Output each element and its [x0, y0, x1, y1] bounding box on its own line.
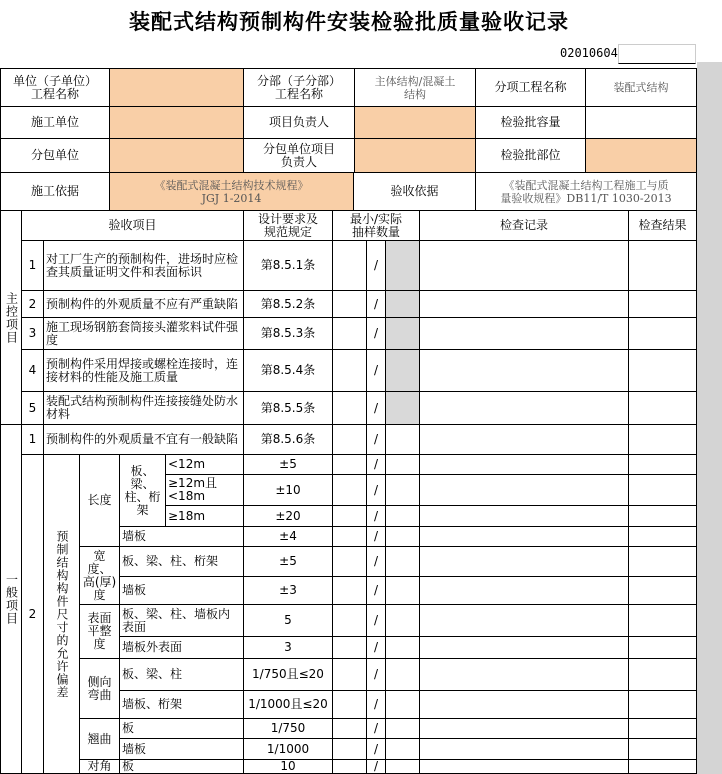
- general-row-record[interactable]: [420, 637, 629, 659]
- general-row-blank: [386, 659, 420, 691]
- general-row-sample: /: [367, 739, 386, 760]
- main-row-no: 4: [22, 350, 44, 392]
- general-row-blank: [386, 455, 420, 475]
- main-row-no: 1: [22, 241, 44, 291]
- general-row-min[interactable]: [333, 605, 367, 637]
- general-row-record[interactable]: [420, 577, 629, 605]
- diag-a: 板: [120, 760, 244, 774]
- general-row-record[interactable]: [420, 506, 629, 527]
- main-row-spec: 第8.5.5条: [244, 392, 333, 425]
- flatness-a: 板、梁、柱、墙板内表面: [120, 605, 244, 637]
- main-row-record[interactable]: [420, 392, 629, 425]
- general-row-blank: [386, 506, 420, 527]
- length-mid: ≥12m且<18m: [166, 475, 244, 506]
- col-record: 检查记录: [420, 211, 629, 241]
- warp-a: 板: [120, 719, 244, 739]
- general-row-blank: [386, 547, 420, 577]
- flatness-b: 墙板外表面: [120, 637, 244, 659]
- sub-pm-field[interactable]: [355, 139, 476, 173]
- tolerance-spec: ±20: [244, 506, 333, 527]
- general-row-sample: /: [367, 719, 386, 739]
- col-sample: 最小/实际 抽样数量: [333, 211, 420, 241]
- main-row-record[interactable]: [420, 241, 629, 291]
- main-row-result[interactable]: [629, 392, 697, 425]
- contractor-label: 施工单位: [0, 107, 110, 139]
- main-row-min[interactable]: [333, 291, 367, 318]
- col-item: 验收项目: [22, 211, 244, 241]
- general-row-record[interactable]: [420, 760, 629, 774]
- general-row-record[interactable]: [420, 527, 629, 547]
- general-row-blank: [386, 425, 420, 455]
- width-beam: 板、梁、柱、桁架: [120, 547, 244, 577]
- main-row-sample: /: [367, 392, 386, 425]
- general-row-min[interactable]: [333, 527, 367, 547]
- general-row1-no: 1: [22, 425, 44, 455]
- general-row-sample: /: [367, 547, 386, 577]
- location-field[interactable]: [586, 139, 697, 173]
- main-row-min[interactable]: [333, 350, 367, 392]
- general-row-sample: /: [367, 577, 386, 605]
- general-row-record[interactable]: [420, 455, 629, 475]
- capacity-field[interactable]: [586, 107, 697, 139]
- general-row-record[interactable]: [420, 739, 629, 760]
- col-design: 设计要求及 规范规定: [244, 211, 333, 241]
- main-row-shade: [386, 291, 420, 318]
- general-row-min[interactable]: [333, 691, 367, 719]
- main-row-min[interactable]: [333, 241, 367, 291]
- general-row-result[interactable]: [629, 455, 697, 475]
- main-row-spec: 第8.5.3条: [244, 318, 333, 350]
- main-row-no: 5: [22, 392, 44, 425]
- main-row-spec: 第8.5.4条: [244, 350, 333, 392]
- tolerance-spec: ±4: [244, 527, 333, 547]
- main-row-result[interactable]: [629, 241, 697, 291]
- general-row2-no: 2: [22, 455, 44, 774]
- general-row-sample: /: [367, 425, 386, 455]
- main-row-min[interactable]: [333, 392, 367, 425]
- general-row-sample: /: [367, 659, 386, 691]
- general-row-record[interactable]: [420, 719, 629, 739]
- general-row-blank: [386, 760, 420, 774]
- main-row-text: 对工厂生产的预制构件，进场时应检查其质量证明文件和表面标识: [44, 241, 244, 291]
- general-row-blank: [386, 637, 420, 659]
- general-row-record[interactable]: [420, 475, 629, 506]
- general-row-blank: [386, 605, 420, 637]
- general-row-result[interactable]: [629, 659, 697, 691]
- main-row-no: 2: [22, 291, 44, 318]
- tolerance-spec: 1/1000: [244, 739, 333, 760]
- general-row-min[interactable]: [333, 659, 367, 691]
- subcontractor-field[interactable]: [110, 139, 244, 173]
- general-row-sample: /: [367, 691, 386, 719]
- subpart-value: 主体结构/混凝土 结构: [355, 69, 476, 107]
- main-row-sample: /: [367, 241, 386, 291]
- main-row-record[interactable]: [420, 318, 629, 350]
- main-row-no: 3: [22, 318, 44, 350]
- tolerance-spec: 10: [244, 760, 333, 774]
- basis-value: 《装配式混凝土结构技术规程》 JGJ 1-2014: [110, 173, 354, 211]
- general-row1-spec: 第8.5.6条: [244, 425, 333, 455]
- main-row-min[interactable]: [333, 318, 367, 350]
- general-row-sample: /: [367, 475, 386, 506]
- main-row-text: 装配式结构预制构件连接接缝处防水材料: [44, 392, 244, 425]
- main-row-shade: [386, 318, 420, 350]
- main-row-sample: /: [367, 291, 386, 318]
- item-label: 分项工程名称: [476, 69, 586, 107]
- unit-label: 单位（子单位） 工程名称: [0, 69, 110, 107]
- tolerance-spec: 1/1000且≤20: [244, 691, 333, 719]
- general-row-blank: [386, 691, 420, 719]
- tolerance-spec: 3: [244, 637, 333, 659]
- length-wall: 墙板: [120, 527, 244, 547]
- general-row1-text: 预制构件的外观质量不宜有一般缺陷: [44, 425, 244, 455]
- record-code: 02010604: [560, 46, 618, 60]
- general-row-record[interactable]: [420, 659, 629, 691]
- general-row-min[interactable]: [333, 425, 367, 455]
- tolerance-spec: ±10: [244, 475, 333, 506]
- main-row-spec: 第8.5.1条: [244, 241, 333, 291]
- general-row-blank: [386, 719, 420, 739]
- main-row-text: 预制构件采用焊接或螺栓连接时，连接材料的性能及施工质量: [44, 350, 244, 392]
- general-row-result[interactable]: [629, 760, 697, 774]
- subpart-label: 分部（子分部） 工程名称: [244, 69, 355, 107]
- length-lt12: <12m: [166, 455, 244, 475]
- general-row-result[interactable]: [629, 605, 697, 637]
- pm-field[interactable]: [355, 107, 476, 139]
- accept-basis-value: 《装配式混凝土结构工程施工与质 量验收规程》DB11/T 1030-2013: [476, 173, 697, 211]
- general-row-record[interactable]: [420, 425, 629, 455]
- tolerance-spec: 5: [244, 605, 333, 637]
- main-row-result[interactable]: [629, 318, 697, 350]
- accept-basis-label: 验收依据: [354, 173, 476, 211]
- general-row-sample: /: [367, 637, 386, 659]
- main-row-result[interactable]: [629, 350, 697, 392]
- tolerance-spec: 1/750且≤20: [244, 659, 333, 691]
- main-row-shade: [386, 392, 420, 425]
- main-row-record[interactable]: [420, 350, 629, 392]
- main-row-spec: 第8.5.2条: [244, 291, 333, 318]
- diag-label: 对角: [80, 760, 120, 774]
- capacity-label: 检验批容量: [476, 107, 586, 139]
- main-row-sample: /: [367, 318, 386, 350]
- general-row-blank: [386, 475, 420, 506]
- general-row-min[interactable]: [333, 739, 367, 760]
- main-row-text: 预制构件的外观质量不应有严重缺陷: [44, 291, 244, 318]
- width-wall: 墙板: [120, 577, 244, 605]
- general-row-min[interactable]: [333, 577, 367, 605]
- tolerance-group-label: 预制结构构件尺寸的允许偏差: [44, 455, 80, 774]
- length-beam-label: 板、梁、柱、桁架: [120, 455, 166, 527]
- length-label: 长度: [80, 455, 120, 547]
- tolerance-spec: ±3: [244, 577, 333, 605]
- tolerance-spec: 1/750: [244, 719, 333, 739]
- general-row-sample: /: [367, 455, 386, 475]
- width-label: 宽度、高(厚)度: [80, 547, 120, 605]
- tolerance-spec: ±5: [244, 455, 333, 475]
- bend-a: 板、梁、柱: [120, 659, 244, 691]
- general-row-sample: /: [367, 506, 386, 527]
- general-row-result[interactable]: [629, 475, 697, 506]
- main-row-shade: [386, 241, 420, 291]
- general-row-min[interactable]: [333, 760, 367, 774]
- main-control-label: 主控项目: [0, 211, 22, 425]
- general-row-result[interactable]: [629, 527, 697, 547]
- general-row-min[interactable]: [333, 719, 367, 739]
- location-label: 检验批部位: [476, 139, 586, 173]
- sub-pm-label: 分包单位项目 负责人: [244, 139, 355, 173]
- main-row-shade: [386, 350, 420, 392]
- general-row-record[interactable]: [420, 691, 629, 719]
- general-row-min[interactable]: [333, 455, 367, 475]
- general-label: 一般项目: [0, 425, 22, 774]
- general-row-result[interactable]: [629, 739, 697, 760]
- general-row-blank: [386, 577, 420, 605]
- page-title: 装配式结构预制构件安装检验批质量验收记录: [129, 10, 569, 34]
- tolerance-spec: ±5: [244, 547, 333, 577]
- basis-label: 施工依据: [0, 173, 110, 211]
- warp-label: 翘曲: [80, 719, 120, 760]
- general-row-result[interactable]: [629, 547, 697, 577]
- general-row-min[interactable]: [333, 547, 367, 577]
- main-row-sample: /: [367, 350, 386, 392]
- general-row-record[interactable]: [420, 605, 629, 637]
- main-row-text: 施工现场钢筋套筒接头灌浆料试件强度: [44, 318, 244, 350]
- main-row-result[interactable]: [629, 291, 697, 318]
- item-value: 装配式结构: [586, 69, 697, 107]
- general-row-result[interactable]: [629, 637, 697, 659]
- subcontractor-label: 分包单位: [0, 139, 110, 173]
- general-row-min[interactable]: [333, 475, 367, 506]
- col-result: 检查结果: [629, 211, 697, 241]
- pm-label: 项目负责人: [244, 107, 355, 139]
- unit-value-field[interactable]: [110, 69, 244, 107]
- general-row-blank: [386, 527, 420, 547]
- warp-b: 墙板: [120, 739, 244, 760]
- bend-label: 侧向弯曲: [80, 659, 120, 719]
- length-ge18: ≥18m: [166, 506, 244, 527]
- flatness-label: 表面平整度: [80, 605, 120, 659]
- general-row-result[interactable]: [629, 719, 697, 739]
- main-row-record[interactable]: [420, 291, 629, 318]
- general-row-result[interactable]: [629, 425, 697, 455]
- general-row-result[interactable]: [629, 506, 697, 527]
- general-row-sample: /: [367, 760, 386, 774]
- general-row-sample: /: [367, 605, 386, 637]
- general-row-sample: /: [367, 527, 386, 547]
- general-row-min[interactable]: [333, 637, 367, 659]
- general-row-result[interactable]: [629, 691, 697, 719]
- general-row-blank: [386, 739, 420, 760]
- general-row-result[interactable]: [629, 577, 697, 605]
- contractor-field[interactable]: [110, 107, 244, 139]
- general-row-min[interactable]: [333, 506, 367, 527]
- bend-b: 墙板、桁架: [120, 691, 244, 719]
- general-row-record[interactable]: [420, 547, 629, 577]
